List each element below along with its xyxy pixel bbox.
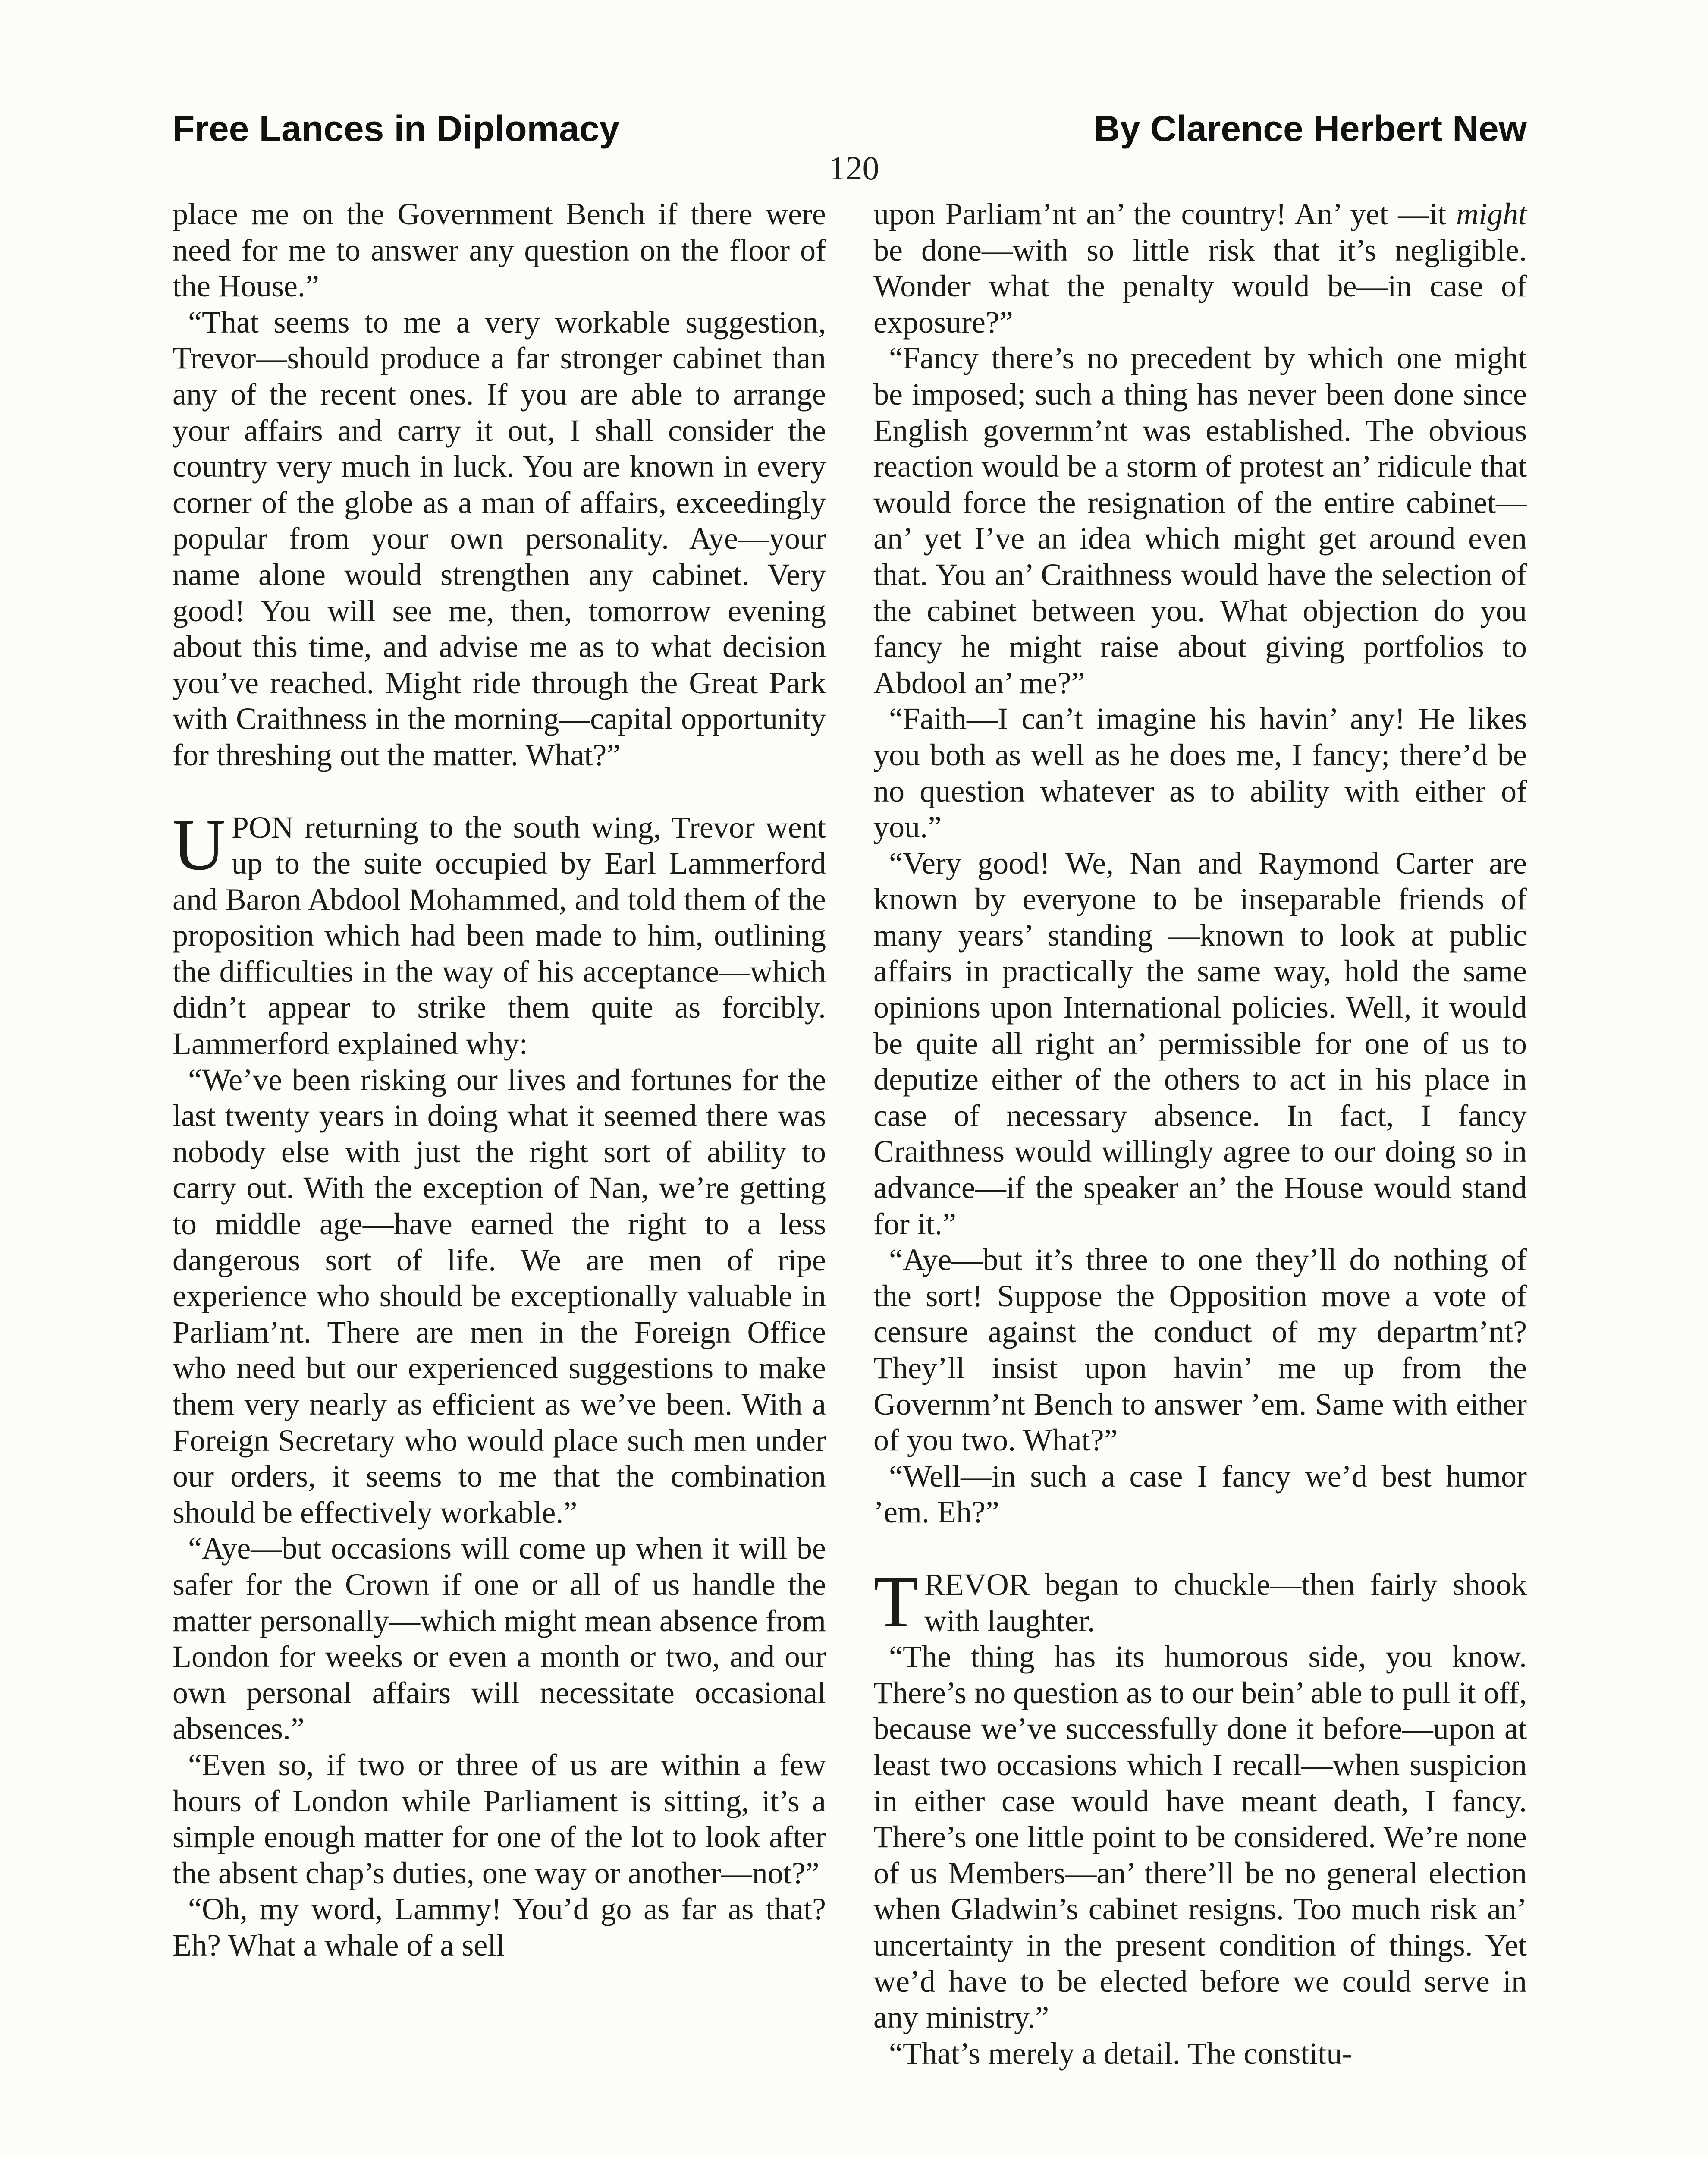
section-paragraph (173, 804, 826, 1062)
section-paragraph (873, 1561, 1527, 1642)
paragraph: “Oh, my word, Lammy! You’d go as far as that? Eh? What a whale of a sell (173, 1892, 826, 1962)
paragraph: “Aye—but occasions will come up when it will be safer for the Crown if one or all of us handle the matter personally—which might mean absence from London for weeks or even a month or two, and our own personal affairs will necessitate occasional absences.” (173, 1531, 826, 1746)
paragraph: “Well—in such a case I fancy we’d best humor ’em. Eh?” (873, 1459, 1527, 1530)
paragraph-text: REVOR began to chuckle—then fairly shook with laughter. (924, 1567, 1527, 1638)
paragraph: “Very good! We, Nan and Raymond Carter are known by everyone to be inseparable friends of many years’ standing —known to look at public affairs in practically the same way, hold the same opinions upon International policies. Well, it would be quite all right an’ permissible for one of us to deputize either of the others to act in his place in case of necessary absence. In fact, I fancy Craithness would willingly agree to our doing so in advance—if the speaker an’ the House would stand for it.” (873, 846, 1527, 1241)
paragraph: place me on the Government Bench if there were need for me to answer any question on the floor of the House.” (173, 197, 826, 304)
running-header (173, 108, 1527, 150)
drop-cap: U (173, 804, 226, 885)
paragraph: “Aye—but it’s three to one they’ll do nothing of the sort! Suppose the Opposition move a vote of censure against the conduct of my departm’nt? They’ll insist upon havin’ me up from the Governm’nt Bench to answer ’em. Same with either of you two. What?” (873, 1242, 1527, 1458)
header-author: By Clarence Herbert New (1094, 108, 1527, 149)
paragraph-text: PON returning to the south wing, Trevor went up to the suite occupied by Earl Lammerford and Baron Abdool Mohammed, and told them of the proposition which had been made to him, outlining the difficulties in the way of his acceptance—which didn’t appear to strike them quite as forcibly. Lammerford explained why: (173, 810, 826, 1061)
paragraph (873, 196, 1527, 340)
paragraph: “Faith—I can’t imagine his havin’ any! He likes you both as well as he does me, I fancy; there’d be no question whatever as to ability with either of you.” (873, 701, 1527, 845)
paragraph: “That’s merely a detail. The constitu- (889, 2036, 1353, 2071)
paragraph: “The thing has its humorous side, you know. There’s no question as to our bein’ able to pull it off, because we’ve successfully done it before—upon at least two occasions which I recall—when suspicion in either case would have meant death, I fancy. There’s one little point to be considered. We’re none of us Members—an’ there’ll be no general election when Gladwin’s cabinet resigns. Too much risk an’ uncertainty in the present condition of things. Yet we’d have to be elected before we could serve in any ministry.” (873, 1639, 1527, 2035)
italic-text: might (1456, 197, 1527, 231)
paragraph: “Even so, if two or three of us are within a few hours of London while Parliament is sitting, it’s a simple enough matter for one of the lot to look after the absent chap’s duties, one way or another—not?” (173, 1747, 826, 1890)
paragraph: “That seems to me a very workable suggestion, Trevor—should produce a far stronger cabinet than any of the recent ones. If you are able to arrange your affairs and carry it out, I shall consider the country very much in luck. You are known in every corner of the globe as a man of affairs, exceedingly popular from your own personality. Aye—your name alone would strengthen any cabinet. Very good! You will see me, then, tomorrow evening about this time, and advise me as to what decision you’ve reached. Might ride through the Great Park with Craithness in the morning—capital opportunity for threshing out the matter. What?” (173, 305, 826, 772)
paragraph-text: be done—with so little risk that it’s negligible. Wonder what the penalty would be—in case of exposure?” (873, 233, 1527, 340)
page-number: 120 (829, 149, 879, 187)
left-column (173, 196, 826, 1964)
drop-cap: T (873, 1561, 918, 1642)
paragraph: “We’ve been risking our lives and fortunes for the last twenty years in doing what it seemed there was nobody else with just the right sort of ability to carry out. With the exception of Nan, we’re getting to middle age—have earned the right to a less dangerous sort of life. We are men of ripe experience who should be exceptionally valuable in Parliam’nt. There are men in the Foreign Office who need but our experienced suggestions to make them very nearly as efficient as we’ve been. With a Foreign Secretary who would place such men under our orders, it seems to me that the combination should be effectively workable.” (173, 1062, 826, 1530)
paragraph: “Fancy there’s no precedent by which one might be imposed; such a thing has never been done since English governm’nt was established. The obvious reaction would be a storm of protest an’ ridicule that would force the resignation of the entire cabinet—an’ yet I’ve an idea which might get around even that. You an’ Craithness would have the selection of the cabinet between you. What objection do you fancy he might raise about giving portfolios to Abdool an’ me?” (873, 341, 1527, 700)
header-title: Free Lances in Diplomacy (173, 108, 620, 149)
right-column (873, 196, 1527, 2072)
paragraph-text: upon Parliam’nt an’ the country! An’ yet —it (873, 197, 1456, 231)
